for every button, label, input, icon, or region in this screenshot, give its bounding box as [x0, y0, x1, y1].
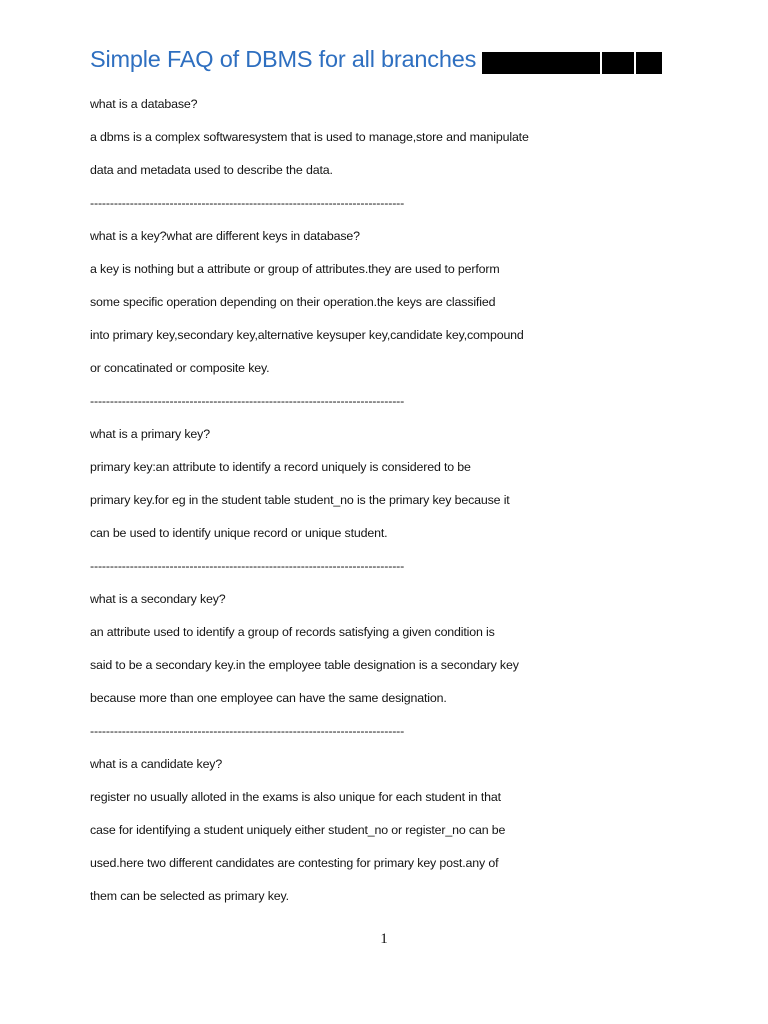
- text-line: register no usually alloted in the exams is also unique for each student in that: [90, 790, 501, 804]
- title-row: [90, 46, 662, 73]
- separator-line: -------------------------------------------------------------------------------: [90, 724, 405, 738]
- text-line: what is a secondary key?: [90, 592, 226, 606]
- text-line: data and metadata used to describe the data.: [90, 163, 333, 177]
- text-line: what is a key?what are different keys in database?: [90, 229, 360, 243]
- text-line: what is a candidate key?: [90, 757, 223, 771]
- redaction-block: [482, 52, 662, 74]
- text-line: can be used to identify unique record or unique student.: [90, 526, 388, 540]
- text-line: an attribute used to identify a group of records satisfying a given condition is: [90, 625, 495, 639]
- separator-line: -------------------------------------------------------------------------------: [90, 394, 405, 408]
- text-line: what is a primary key?: [90, 427, 210, 441]
- text-line: them can be selected as primary key.: [90, 889, 289, 903]
- separator-line: -------------------------------------------------------------------------------: [90, 196, 405, 210]
- text-line: said to be a secondary key.in the employee table designation is a secondary key: [90, 658, 519, 672]
- text-line: into primary key,secondary key,alternative keysuper key,candidate key,compound: [90, 328, 524, 342]
- text-line: used.here two different candidates are contesting for primary key post.any of: [90, 856, 499, 870]
- text-line: case for identifying a student uniquely either student_no or register_no can be: [90, 823, 506, 837]
- text-line: or concatinated or composite key.: [90, 361, 270, 375]
- page-number: 1: [380, 931, 388, 947]
- text-line: what is a database?: [90, 97, 198, 111]
- document-body: [90, 94, 730, 919]
- redaction-gap: [600, 52, 602, 74]
- text-line: because more than one employee can have the same designation.: [90, 691, 447, 705]
- text-line: primary key.for eg in the student table student_no is the primary key because it: [90, 493, 510, 507]
- redaction-gap: [634, 52, 636, 74]
- text-line: some specific operation depending on their operation.the keys are classified: [90, 295, 496, 309]
- document-title: Simple FAQ of DBMS for all branches: [90, 46, 477, 72]
- text-line: a key is nothing but a attribute or group of attributes.they are used to perform: [90, 262, 500, 276]
- separator-line: -------------------------------------------------------------------------------: [90, 559, 405, 573]
- text-line: primary key:an attribute to identify a record uniquely is considered to be: [90, 460, 471, 474]
- text-line: a dbms is a complex softwaresystem that is used to manage,store and manipulate: [90, 130, 529, 144]
